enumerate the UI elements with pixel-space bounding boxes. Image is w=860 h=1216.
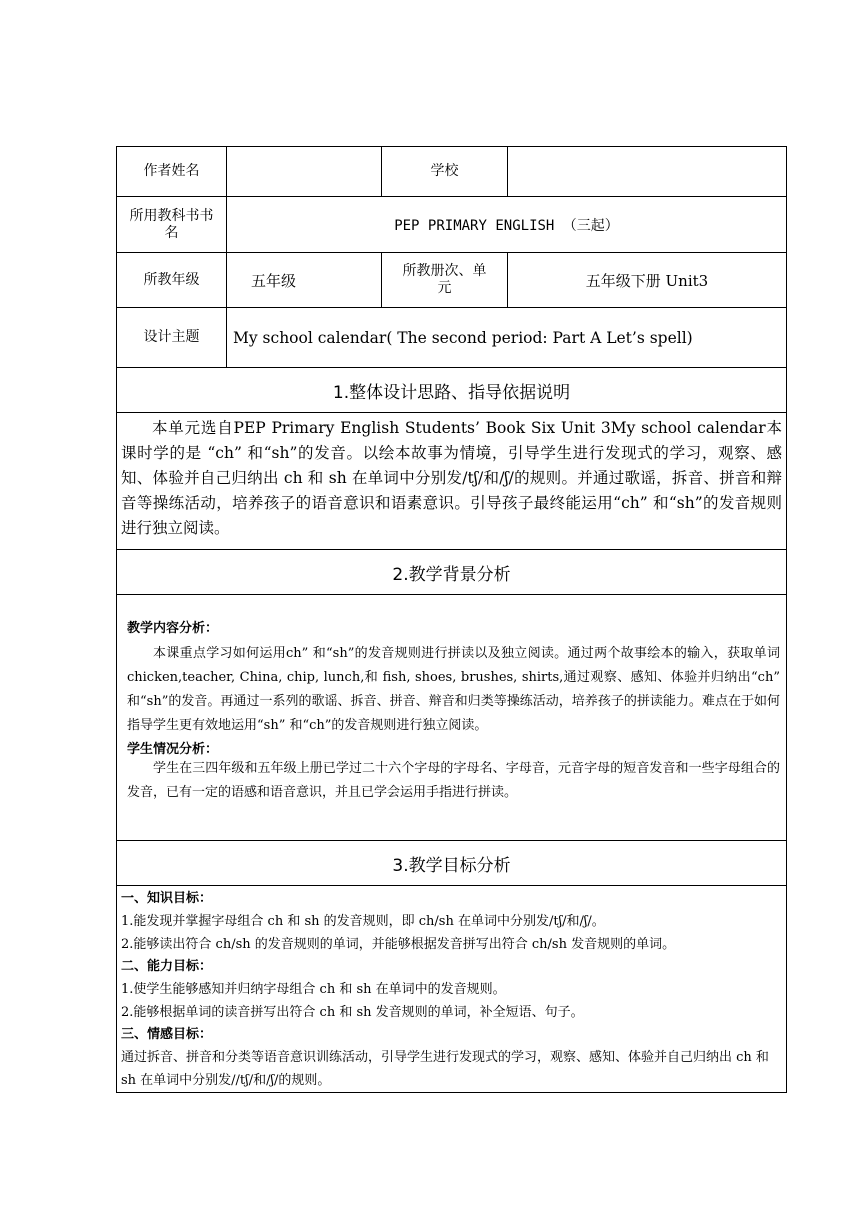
section1-title: 1.整体设计思路、指导依据说明 [117,368,787,413]
topic-row [117,308,787,368]
textbook-label: 所用教科书书名 [117,197,227,253]
section1-body-row [117,413,787,550]
student-analysis-heading: 学生情况分析： [127,742,219,757]
volume-label: 所教册次、单元 [382,253,508,308]
author-value[interactable] [227,147,382,197]
section2-header-row [117,550,787,595]
grade-row [117,253,787,308]
grade-value: 五年级 [227,253,382,308]
volume-value: 五年级下册 Unit3 [508,253,787,308]
author-label: 作者姓名 [117,147,227,197]
student-analysis-body: 学生在三四年级和五年级上册已学过二十六个字母的字母名、字母音，元音字母的短音发音和一些字母组合的发音，已有一定的语感和语音意识，并且已学会运用手指进行拼读。 [127,761,780,800]
lesson-design-table [116,146,787,1093]
emotion-goals-heading: 三、情感目标： [121,1027,213,1042]
author-row [117,147,787,197]
ability-goal-1: 1.使学生能够感知并归纳字母组合 ch 和 sh 在单词中的发音规则。 [121,982,506,997]
knowledge-goal-1: 1.能发现并掌握字母组合 ch 和 sh 的发音规则，即 ch/sh 在单词中分别发/tʃ/和/ʃ/。 [121,914,605,929]
section1-header-row [117,368,787,413]
section3-body-row [117,886,787,1093]
textbook-row [117,197,787,253]
emotion-goal-body: 通过拆音、拼音和分类等语音意识训练活动，引导学生进行发现式的学习，观察、感知、体验并自己归纳出 ch 和 sh 在单词中分别发//tʃ/和/ʃ/的规则。 [121,1050,769,1088]
ability-goal-2: 2.能够根据单词的读音拼写出符合 ch 和 sh 发音规则的单词，补全短语、句子。 [121,1005,584,1020]
section3-title: 3.教学目标分析 [117,841,787,886]
section1-body: 本单元选自PEP Primary English Students’ Book Six Unit 3My school calendar本课时学的是 “ch” 和“sh”的发音。以绘本故事为情境，引导学生进行发现式的学习，观察、感知、体验并自己归纳出 ch 和 sh 在单词中分别发/tʃ/和/ʃ/的规则。并通过歌谣，拆音、拼音和辩音等操练活动，培养孩子的语音意识和语素意识。引导孩子最终能运用“ch” 和“sh”的发音规则进行独立阅读。 [121,419,782,537]
grade-label: 所教年级 [117,253,227,308]
knowledge-goal-2: 2.能够读出符合 ch/sh 的发音规则的单词，并能够根据发音拼写出符合 ch/sh 发音规则的单词。 [121,937,676,952]
content-analysis-heading: 教学内容分析： [127,621,219,636]
school-label: 学校 [382,147,508,197]
ability-goals-heading: 二、能力目标： [121,959,213,974]
section3-header-row [117,841,787,886]
section2-body-row [117,595,787,841]
topic-value: My school calendar( The second period: Part A Let’s spell) [227,308,787,368]
content-analysis-body: 本课重点学习如何运用ch” 和“sh”的发音规则进行拼读以及独立阅读。通过两个故事绘本的输入，获取单词chicken,teacher, China, chip, lunch,和 fish, shoes, brushes, shirts,通过观察、感知、体验并归纳出“ch” 和“sh”的发音。再通过一系列的歌谣、拆音、拼音、辩音和归类等操练活动，培养孩子的拼读能力。难点在于如何指导学生更有效地运用“sh” 和“ch”的发音规则进行独立阅读。 [127,646,780,733]
section2-title: 2.教学背景分析 [117,550,787,595]
school-value[interactable] [508,147,787,197]
topic-label: 设计主题 [117,308,227,368]
textbook-value: PEP PRIMARY ENGLISH （三起） [227,197,787,253]
knowledge-goals-heading: 一、知识目标： [121,891,213,906]
